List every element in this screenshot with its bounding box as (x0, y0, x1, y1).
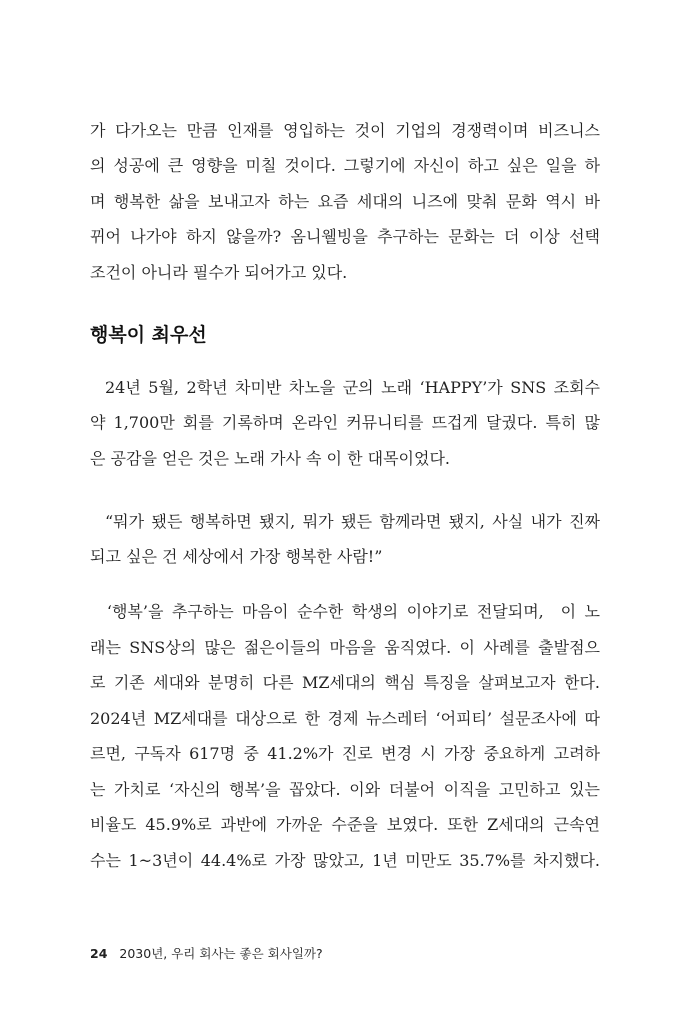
text-line: 은 공감을 얻은 것은 노래 가사 속 이 한 대목이었다. (90, 449, 450, 468)
text-line: 는 가치로 ‘자신의 행복’을 꼽았다. 이와 더불어 이직을 고민하고 있는 (90, 780, 600, 799)
text-line: 며 행복한 삶을 보내고자 하는 요즘 세대의 니즈에 맞춰 문화 역시 바 (90, 192, 600, 211)
text-line: 래는 SNS상의 많은 젊은이들의 마음을 움직였다. 이 사례를 출발점으 (90, 638, 600, 657)
text-line: 가 다가오는 만큼 인재를 영입하는 것이 기업의 경쟁력이며 비즈니스 (90, 121, 600, 140)
text-line: 로 기존 세대와 분명히 다른 MZ세대의 핵심 특징을 살펴보고자 한다. (90, 673, 600, 692)
section-heading: 행복이 최우선 (90, 324, 207, 346)
text-line: 수는 1~3년이 44.4%로 가장 많았고, 1년 미만도 35.7%를 차지했다. (90, 851, 600, 870)
text-line: 약 1,700만 회를 기록하며 온라인 커뮤니티를 뜨겁게 달궜다. 특히 많 (90, 413, 600, 432)
page-footer (90, 944, 323, 962)
text-line: 조건이 아니라 필수가 되어가고 있다. (90, 263, 348, 282)
text-line: 의 성공에 큰 영향을 미칠 것이다. 그렇기에 자신이 하고 싶은 일을 하 (90, 156, 600, 175)
text-line: 2024년 MZ세대를 대상으로 한 경제 뉴스레터 ‘어피티’ 설문조사에 따 (90, 709, 600, 728)
text-line: 비율도 45.9%로 과반에 가까운 수준을 보였다. 또한 Z세대의 근속연 (90, 815, 600, 834)
text-line: 뀌어 나가야 하지 않을까? 옴니웰빙을 추구하는 문화는 더 이상 선택 (90, 227, 600, 246)
text-line: 24년 5월, 2학년 차미반 차노을 군의 노래 ‘HAPPY’가 SNS 조회수 (90, 378, 600, 397)
text-line: 르면, 구독자 617명 중 41.2%가 진로 변경 시 가장 중요하게 고려하 (90, 744, 600, 763)
text-line: “뭐가 됐든 행복하면 됐지, 뭐가 됐든 함께라면 됐지, 사실 내가 진짜 (90, 512, 600, 531)
page-number: 24 (90, 946, 108, 961)
text-line: 되고 싶은 건 세상에서 가장 행복한 사람!” (90, 547, 383, 566)
text-line: ‘행복’을 추구하는 마음이 순수한 학생의 이야기로 전달되며, 이 노 (90, 602, 600, 621)
running-title: 2030년, 우리 회사는 좋은 회사일까? (119, 946, 323, 961)
